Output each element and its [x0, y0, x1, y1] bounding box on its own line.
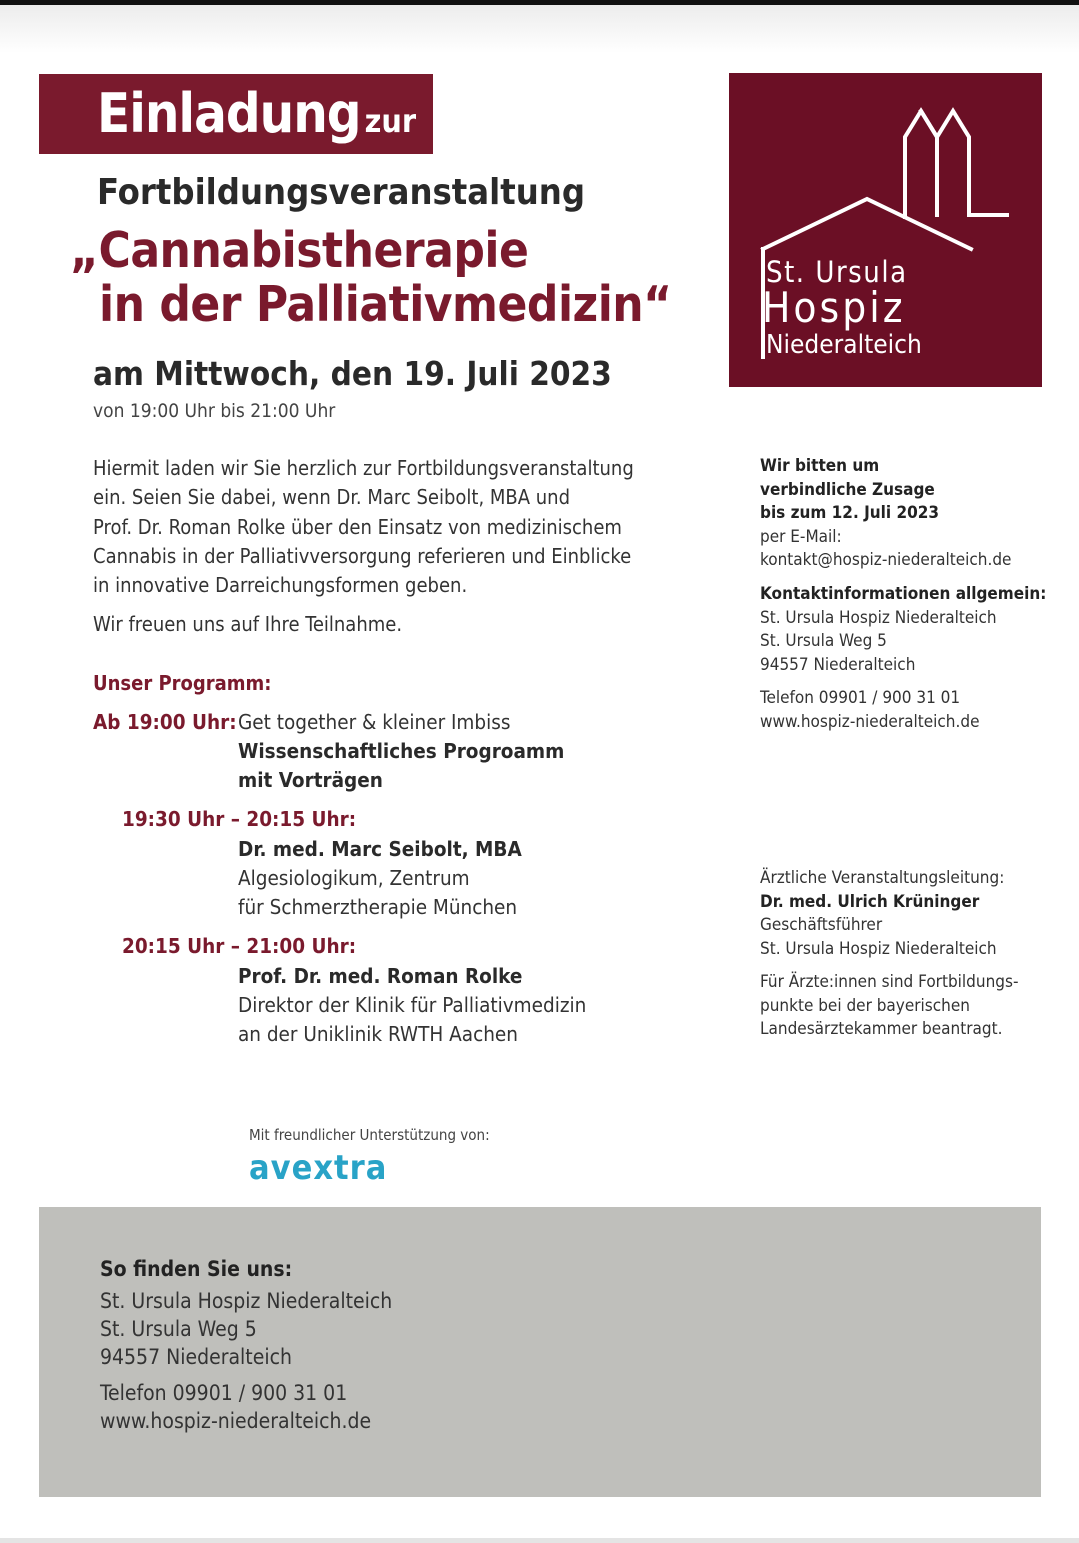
hospiz-logo: [729, 73, 1042, 387]
sponsor-logo-avextra: avextra: [249, 1148, 388, 1188]
program-time-2: 19:30 Uhr – 20:15 Uhr:: [122, 807, 357, 831]
directions-website[interactable]: www.hospiz-niederalteich.de: [100, 1409, 372, 1433]
credits-note-line3: Landesärztekammer beantragt.: [760, 1019, 1003, 1039]
speaker-rolke: Prof. Dr. med. Roman Rolke: [238, 964, 523, 988]
leadership-role: Geschäftsführer: [760, 915, 883, 935]
event-time: von 19:00 Uhr bis 21:00 Uhr: [93, 400, 336, 422]
bottom-edge: [0, 1538, 1079, 1543]
leadership-block: [760, 867, 1060, 1042]
program-item-get-together: Get together & kleiner Imbiss: [238, 710, 511, 734]
rsvp-line4: per E-Mail:: [760, 526, 842, 547]
rsvp-line1: Wir bitten um: [760, 456, 880, 476]
contact-street: St. Ursula Weg 5: [760, 631, 887, 651]
intro-line: Prof. Dr. Roman Rolke über den Einsatz von medizinischem: [93, 514, 622, 539]
rsvp-line3: bis zum 12. Juli 2023: [760, 503, 940, 523]
sponsor-label: Mit freundlicher Unterstützung von:: [249, 1126, 490, 1144]
speaker-seibolt-affiliation-2: für Schmerztherapie München: [238, 895, 518, 919]
intro-line: Cannabis in der Palliativversorgung referieren und Einblicke: [93, 543, 632, 568]
program-time-3: 20:15 Uhr – 21:00 Uhr:: [122, 934, 357, 958]
program-item-talks: mit Vorträgen: [238, 768, 383, 792]
leadership-label: Ärztliche Veranstaltungsleitung:: [760, 868, 1005, 888]
directions-street: St. Ursula Weg 5: [100, 1317, 257, 1341]
contact-website[interactable]: www.hospiz-niederalteich.de: [760, 711, 980, 732]
intro-line: in innovative Darreichungsformen geben.: [93, 573, 468, 598]
rsvp-email[interactable]: kontakt@hospiz-niederalteich.de: [760, 550, 1012, 570]
contact-phone: Telefon 09901 / 900 31 01: [760, 688, 961, 708]
directions-phone: Telefon 09901 / 900 31 01: [100, 1381, 348, 1405]
banner-word-einladung: Einladung: [97, 82, 361, 145]
event-title-line1: „Cannabistherapie: [70, 222, 529, 279]
program-item-scientific: Wissenschaftliches Progroamm: [238, 739, 565, 763]
speaker-rolke-affiliation-2: an der Uniklinik RWTH Aachen: [238, 1022, 518, 1046]
credits-note-line1: Für Ärzte:innen sind Fortbildungs-: [760, 972, 1019, 992]
directions-city: 94557 Niederalteich: [100, 1345, 292, 1369]
speaker-rolke-affiliation-1: Direktor der Klinik für Palliativmedizin: [238, 993, 587, 1017]
contact-name: St. Ursula Hospiz Niederalteich: [760, 607, 997, 628]
intro-line: Hiermit laden wir Sie herzlich zur Fortbildungsveranstaltung: [93, 456, 634, 480]
program-heading: Unser Programm:: [93, 671, 272, 695]
banner-word-zur: zur: [364, 102, 417, 140]
rsvp-line2: verbindliche Zusage: [760, 479, 935, 500]
contact-heading: Kontaktinformationen allgemein:: [760, 584, 1047, 604]
leadership-org: St. Ursula Hospiz Niederalteich: [760, 938, 997, 959]
logo-text-st-ursula: St. Ursula: [766, 255, 908, 289]
intro-paragraph: [93, 454, 663, 600]
contact-block: [760, 583, 1060, 734]
speaker-seibolt: Dr. med. Marc Seibolt, MBA: [238, 837, 522, 861]
event-title-line2: in der Palliativmedizin“: [99, 276, 672, 333]
leadership-name: Dr. med. Ulrich Krüninger: [760, 891, 980, 912]
contact-city: 94557 Niederalteich: [760, 654, 916, 675]
credits-note-line2: punkte bei der bayerischen: [760, 995, 970, 1016]
top-shadow: [0, 5, 1079, 53]
logo-text-niederalteich: Niederalteich: [766, 330, 922, 360]
logo-text-hospiz: Hospiz: [762, 283, 906, 332]
invitation-banner: [39, 74, 433, 154]
program-time-1: Ab 19:00 Uhr:: [93, 710, 237, 734]
directions-block: [100, 1255, 392, 1435]
directions-name: St. Ursula Hospiz Niederalteich: [100, 1289, 393, 1313]
directions-heading: So finden Sie uns:: [100, 1257, 293, 1281]
intro-line: ein. Seien Sie dabei, wenn Dr. Marc Seibolt, MBA und: [93, 485, 570, 510]
rsvp-block: [760, 455, 1060, 573]
greeting-line: Wir freuen uns auf Ihre Teilnahme.: [93, 612, 403, 636]
event-type-heading: Fortbildungsveranstaltung: [97, 172, 586, 213]
speaker-seibolt-affiliation-1: Algesiologikum, Zentrum: [238, 866, 470, 890]
event-date: am Mittwoch, den 19. Juli 2023: [93, 354, 612, 393]
